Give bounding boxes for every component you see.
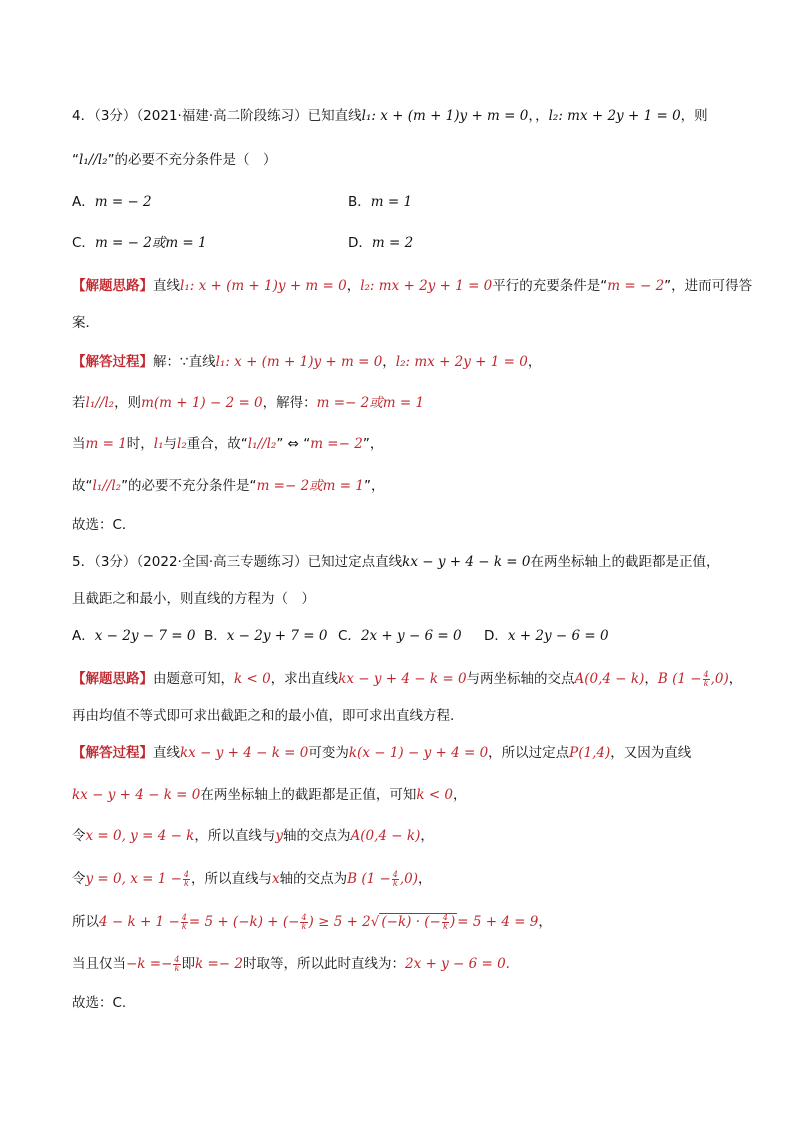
text: ， bbox=[420, 828, 434, 844]
option-value: 2x + y − 6 = 0 bbox=[360, 628, 462, 644]
equation-l2: l₂: mx + 2y + 1 = 0 bbox=[548, 108, 681, 124]
option-value: m = − 2 bbox=[94, 194, 152, 210]
text: ”的必要不充分条件是“ bbox=[121, 478, 257, 494]
q4-idea-line1 bbox=[72, 276, 753, 296]
q4-sol-line3 bbox=[72, 434, 734, 454]
sqrt-body bbox=[379, 913, 457, 930]
fraction bbox=[442, 914, 449, 931]
denominator: k bbox=[181, 922, 187, 931]
math: −k =− bbox=[126, 956, 173, 972]
final-line-equation: 2x + y − 6 = 0. bbox=[404, 956, 510, 972]
math: (−k) · (− bbox=[381, 914, 441, 930]
text: ，求出直线 bbox=[270, 671, 339, 687]
option-c[interactable] bbox=[338, 626, 462, 646]
text: ”，进而可得答 bbox=[664, 278, 753, 294]
sqrt-icon: √ bbox=[370, 914, 380, 930]
numerator: 4 bbox=[442, 913, 448, 922]
question-number: 5． bbox=[72, 554, 95, 570]
math: k =− 2 bbox=[195, 956, 243, 972]
math bbox=[86, 871, 192, 887]
q4-answer bbox=[72, 515, 734, 535]
numerator: 4 bbox=[703, 670, 709, 679]
option-label: C． bbox=[338, 628, 361, 644]
stem-text: ”的必要不充分条件是（ ） bbox=[107, 152, 277, 168]
text: 解：∵直线 bbox=[153, 354, 216, 370]
text: ， bbox=[527, 354, 542, 370]
q5-sol-line3 bbox=[72, 826, 734, 846]
text: ，解得： bbox=[262, 395, 317, 411]
math: l₁//l₂ bbox=[92, 478, 122, 494]
stem-text: 在两坐标轴上的截距都是正值， bbox=[530, 554, 720, 570]
math: ,0) bbox=[710, 671, 729, 687]
text: ，则 bbox=[114, 395, 142, 411]
text: ，所以直线与 bbox=[194, 828, 276, 844]
math: y = 0, x = 1 − bbox=[85, 871, 182, 887]
option-label: D． bbox=[348, 235, 372, 251]
text: 在两坐标轴上的截距都是正值，可知 bbox=[200, 787, 417, 803]
text: ”， bbox=[363, 478, 385, 494]
stem-text: 且截距之和最小，则直线的方程为（ ） bbox=[72, 591, 315, 607]
option-label: B． bbox=[348, 194, 371, 210]
equation-l1: l₁: x + (m + 1)y + m = 0 bbox=[215, 354, 383, 370]
source: （2022·全国·高三专题练习） bbox=[136, 554, 308, 570]
text: 令 bbox=[72, 828, 86, 844]
text: 平行的充要条件是“ bbox=[492, 278, 608, 294]
condition: m = − 2 bbox=[607, 278, 665, 294]
separator: ，， bbox=[528, 108, 549, 124]
math: l₁//l₂ bbox=[85, 395, 115, 411]
q4-stem-line1 bbox=[72, 106, 734, 126]
text: 令 bbox=[72, 871, 86, 887]
math: ,0) bbox=[399, 871, 419, 887]
q4-idea-line2 bbox=[72, 313, 734, 333]
text: 所以 bbox=[72, 914, 99, 930]
math: m =− 2或m = 1 bbox=[256, 478, 364, 494]
answer-text: 故选：C． bbox=[72, 517, 136, 533]
math: m(m + 1) − 2 = 0 bbox=[141, 395, 263, 411]
math: l₁ bbox=[153, 436, 164, 452]
q5-sol-line2 bbox=[72, 785, 734, 805]
fraction bbox=[392, 871, 399, 888]
option-label: A． bbox=[72, 194, 95, 210]
q5-idea-line2 bbox=[72, 706, 734, 726]
solution-tag: 【解答过程】 bbox=[72, 745, 153, 761]
stem-text: 已知直线 bbox=[307, 108, 362, 124]
stem-text: 已知过定点直线 bbox=[307, 554, 403, 570]
text: ， bbox=[382, 354, 396, 370]
option-label: B． bbox=[204, 628, 227, 644]
q5-sol-line6 bbox=[72, 954, 734, 974]
math: m =− 2或m = 1 bbox=[316, 395, 425, 411]
text: ， bbox=[453, 787, 467, 803]
equation-l1: l₁: x + (m + 1)y + m = 0 bbox=[180, 278, 347, 294]
point-a: A(0,4 − k) bbox=[574, 671, 645, 687]
option-value: m = − 2或m = 1 bbox=[94, 235, 207, 251]
text: ， bbox=[644, 671, 658, 687]
option-b[interactable] bbox=[204, 626, 327, 646]
text: ，所以直线与 bbox=[191, 871, 272, 887]
numerator: 4 bbox=[174, 955, 180, 964]
denominator: k bbox=[174, 964, 180, 973]
math bbox=[126, 956, 182, 972]
inequality bbox=[99, 914, 538, 930]
fraction bbox=[703, 671, 710, 688]
q4-stem-line2 bbox=[72, 150, 734, 170]
denominator: k bbox=[703, 679, 709, 688]
text: ，又因为直线 bbox=[610, 745, 692, 761]
text: ， bbox=[346, 278, 361, 294]
solution-tag: 【解答过程】 bbox=[72, 354, 153, 370]
option-value: x − 2y + 7 = 0 bbox=[226, 628, 328, 644]
math: m =− 2 bbox=[310, 436, 363, 452]
score: （3分） bbox=[94, 108, 137, 124]
score: （3分） bbox=[94, 554, 137, 570]
text: 再由均值不等式即可求出截距之和的最小值，即可求出直线方程. bbox=[72, 708, 455, 724]
denominator: k bbox=[301, 922, 307, 931]
option-c[interactable] bbox=[72, 233, 207, 253]
source: （2021·福建·高二阶段练习） bbox=[136, 108, 308, 124]
numerator: 4 bbox=[181, 913, 187, 922]
option-label: C． bbox=[72, 235, 95, 251]
text: 时取等，所以此时直线为： bbox=[242, 956, 405, 972]
math: l₁//l₂ bbox=[247, 436, 277, 452]
math: B (1 − bbox=[347, 871, 391, 887]
text: 与两坐标轴的交点 bbox=[466, 671, 575, 687]
text: 轴的交点为 bbox=[279, 871, 348, 887]
q5-sol-line1 bbox=[72, 743, 734, 763]
math: 4 − k + 1 − bbox=[99, 914, 180, 930]
q5-stem-line2 bbox=[72, 589, 734, 609]
text: 即 bbox=[181, 956, 195, 972]
math: k(x − 1) − y + 4 = 0 bbox=[348, 745, 489, 761]
math: A(0,4 − k) bbox=[350, 828, 421, 844]
text: 可变为 bbox=[308, 745, 349, 761]
q4-sol-line4 bbox=[72, 476, 734, 496]
quote: “ bbox=[72, 152, 79, 168]
math: m = 1 bbox=[85, 436, 127, 452]
text: ”， bbox=[362, 436, 384, 452]
stem-text: ，则 bbox=[680, 108, 708, 124]
math: kx − y + 4 − k = 0 bbox=[72, 787, 201, 803]
math: P(1,4) bbox=[569, 745, 611, 761]
option-value: x − 2y − 7 = 0 bbox=[94, 628, 196, 644]
text: 若 bbox=[72, 395, 86, 411]
idea-tag: 【解题思路】 bbox=[72, 671, 153, 687]
math: x bbox=[272, 871, 280, 887]
q5-sol-line5 bbox=[72, 912, 734, 932]
denominator: k bbox=[184, 879, 189, 888]
fraction bbox=[183, 871, 190, 888]
option-label: A． bbox=[72, 628, 95, 644]
math: k < 0 bbox=[416, 787, 454, 803]
equation-l1: l₁: x + (m + 1)y + m = 0 bbox=[361, 108, 529, 124]
text: 当且仅当 bbox=[72, 956, 126, 972]
question-number: 4． bbox=[72, 108, 95, 124]
numerator: 4 bbox=[183, 870, 189, 879]
q5-answer bbox=[72, 993, 734, 1013]
math: kx − y + 4 − k = 0 bbox=[338, 671, 467, 687]
math: ) ≥ 5 + 2 bbox=[308, 914, 371, 930]
denominator: k bbox=[392, 879, 398, 888]
fraction bbox=[300, 914, 307, 931]
math: l₂ bbox=[177, 436, 187, 452]
fraction bbox=[173, 956, 180, 973]
math: x = 0, y = 4 − k bbox=[85, 828, 195, 844]
option-value: x + 2y − 6 = 0 bbox=[507, 628, 609, 644]
q4-sol-line2 bbox=[72, 393, 734, 413]
fraction bbox=[181, 914, 188, 931]
option-d[interactable] bbox=[484, 626, 609, 646]
text: ，所以过定点 bbox=[488, 745, 570, 761]
text: 轴的交点为 bbox=[283, 828, 351, 844]
idea-tag: 【解题思路】 bbox=[72, 278, 153, 294]
equation-l2: l₂: mx + 2y + 1 = 0 bbox=[360, 278, 493, 294]
numerator: 4 bbox=[392, 870, 398, 879]
answer-text: 故选：C. bbox=[72, 995, 127, 1011]
text: 重合，故“ bbox=[186, 436, 248, 452]
q4-sol-line1 bbox=[72, 352, 734, 372]
option-b[interactable] bbox=[348, 192, 412, 212]
equation-l2: l₂: mx + 2y + 1 = 0 bbox=[395, 354, 528, 370]
q5-idea-line1 bbox=[72, 669, 743, 689]
point-b bbox=[347, 871, 418, 887]
text: 与 bbox=[163, 436, 178, 452]
text: ， bbox=[418, 871, 432, 887]
option-a[interactable] bbox=[72, 626, 195, 646]
text: ” ⇔ “ bbox=[276, 436, 311, 452]
option-label: D． bbox=[484, 628, 508, 644]
option-value: m = 1 bbox=[370, 194, 413, 210]
equation: kx − y + 4 − k = 0 bbox=[402, 554, 531, 570]
math: kx − y + 4 − k = 0 bbox=[180, 745, 309, 761]
denominator: k bbox=[442, 922, 448, 931]
math: k < 0 bbox=[234, 671, 271, 687]
text: 直线 bbox=[153, 745, 180, 761]
parallel-expr: l₁//l₂ bbox=[79, 152, 108, 168]
text: ， bbox=[538, 914, 552, 930]
q5-stem-line1 bbox=[72, 552, 734, 572]
text: 直线 bbox=[153, 278, 180, 294]
math: ) bbox=[449, 914, 456, 930]
numerator: 4 bbox=[301, 913, 307, 922]
option-d[interactable] bbox=[348, 233, 413, 253]
math: y bbox=[275, 828, 284, 844]
math: B (1 − bbox=[657, 671, 702, 687]
option-value: m = 2 bbox=[371, 235, 414, 251]
math: = 5 + 4 = 9 bbox=[457, 914, 539, 930]
option-a[interactable] bbox=[72, 192, 152, 212]
text: 案． bbox=[72, 315, 99, 331]
text: 故“ bbox=[72, 478, 93, 494]
text: ， bbox=[728, 671, 743, 687]
q5-sol-line4 bbox=[72, 869, 734, 889]
point-b bbox=[658, 671, 729, 687]
math: = 5 + (−k) + (− bbox=[188, 914, 300, 930]
text: 时， bbox=[126, 436, 154, 452]
text: 由题意可知， bbox=[153, 671, 234, 687]
text: 当 bbox=[72, 436, 86, 452]
